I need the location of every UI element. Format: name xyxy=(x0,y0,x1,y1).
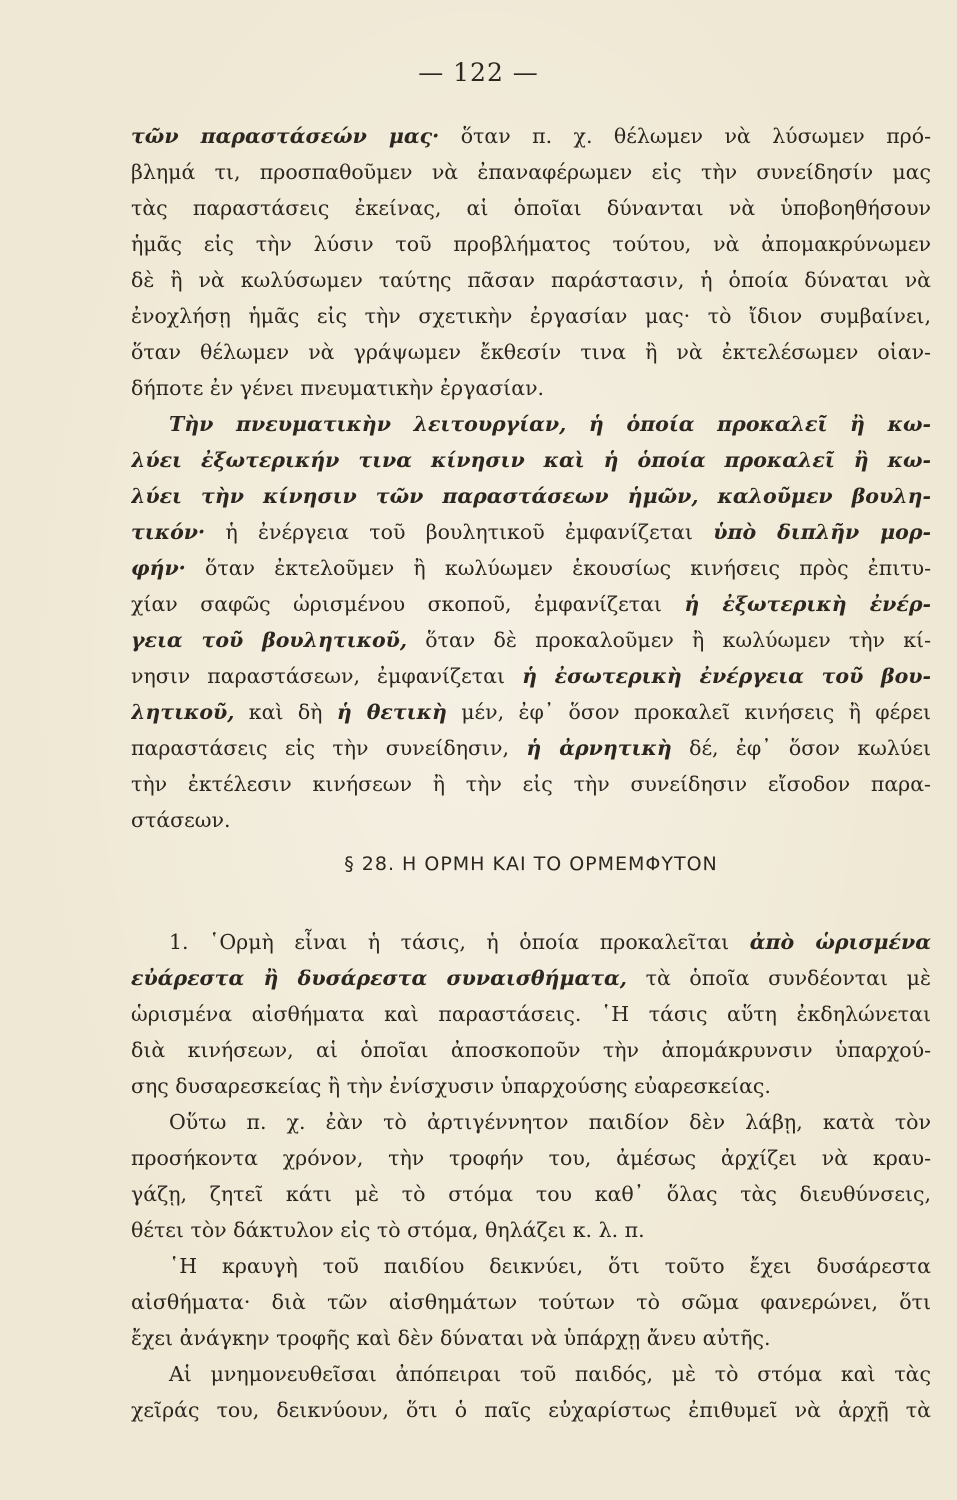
text-line xyxy=(131,694,931,730)
paragraph-block-b xyxy=(131,924,931,1428)
text-run: ὅταν δὲ προκαλοῦμεν ἢ κωλύωμεν τὴν κί- xyxy=(407,628,931,652)
emphasized-text: λητικοῦ, xyxy=(131,700,235,724)
text-line xyxy=(131,406,931,442)
text-run: τὴν ἐκτέλεσιν κινήσεων ἢ τὴν εἰς τὴν συνείδησιν εἴσοδον παρα- xyxy=(131,772,931,796)
text-line xyxy=(131,118,931,154)
emphasized-text: γεια τοῦ βουλητικοῦ, xyxy=(131,628,408,652)
text-run: Οὕτω π. χ. ἐὰν τὸ ἀρτιγέννητον παιδίον δὲν λάβῃ, κατὰ τὸν xyxy=(169,1110,931,1134)
text-line xyxy=(131,730,931,766)
emphasized-text: τῶν παραστάσεών μας· xyxy=(131,124,440,148)
text-run: νησιν παραστάσεων, ἐμφανίζεται xyxy=(131,664,523,688)
paragraph-block-a xyxy=(131,118,931,838)
text-run: Αἱ μνημονευθεῖσαι ἀπόπειραι τοῦ παιδός, μὲ τὸ στόμα καὶ τὰς xyxy=(169,1362,931,1386)
text-run: αἰσθήματα· διὰ τῶν αἰσθημάτων τούτων τὸ σῶμα φανερώνει, ὅτι xyxy=(131,1290,931,1314)
text-line xyxy=(131,960,931,996)
emphasized-text: φήν· xyxy=(131,556,186,580)
emphasized-text: εὐάρεστα ἢ δυσάρεστα συναισθήματα, xyxy=(131,966,627,990)
text-line xyxy=(131,1212,931,1248)
text-line xyxy=(131,226,931,262)
emphasized-text: ἡ ἐξωτερικὴ ἐνέρ- xyxy=(684,592,931,616)
text-line xyxy=(131,924,931,960)
text-run: στάσεων. xyxy=(131,808,231,832)
text-run: ὅταν θέλωμεν νὰ γράψωμεν ἔκθεσίν τινα ἢ νὰ ἐκτελέσωμεν οἱαν- xyxy=(131,340,931,364)
page-number: — 122 — xyxy=(418,58,539,87)
text-run: ὡρισμένα αἰσθήματα καὶ παραστάσεις. ῾Η τάσις αὕτη ἐκδηλώνεται xyxy=(131,1002,931,1026)
body-text xyxy=(131,118,931,1428)
text-run: ῾Η κραυγὴ τοῦ παιδίου δεικνύει, ὅτι τοῦτο ἔχει δυσάρεστα xyxy=(169,1254,931,1278)
text-line xyxy=(131,442,931,478)
text-line xyxy=(131,514,931,550)
text-run: ἡμᾶς εἰς τὴν λύσιν τοῦ προβλήματος τούτου, νὰ ἀπομακρύνωμεν xyxy=(131,232,931,256)
text-run: ὅταν π. χ. θέλωμεν νὰ λύσωμεν πρό- xyxy=(439,124,931,148)
text-run: τὰς παραστάσεις ἐκείνας, αἱ ὁποῖαι δύνανται νὰ ὑποβοηθήσουν xyxy=(131,196,931,220)
text-run: θέτει τὸν δάκτυλον εἰς τὸ στόμα, θηλάζει κ. λ. π. xyxy=(131,1218,645,1242)
emphasized-text: ἡ ἀρνητικὴ xyxy=(526,736,672,760)
text-line xyxy=(131,1032,931,1068)
text-run: γάζῃ, ζητεῖ κάτι μὲ τὸ στόμα του καθ᾽ ὅλας τὰς διευθύνσεις, xyxy=(131,1182,931,1206)
text-run: χεῖράς του, δεικνύουν, ὅτι ὁ παῖς εὐχαρίστως ἐπιθυμεῖ νὰ ἀρχῇ τὰ xyxy=(131,1398,931,1422)
text-run: καὶ δὴ xyxy=(234,700,337,724)
text-run: προσήκοντα χρόνον, τὴν τροφήν του, ἀμέσως ἀρχίζει νὰ κραυ- xyxy=(131,1146,931,1170)
text-line xyxy=(131,262,931,298)
emphasized-text: Τὴν πνευματικὴν λειτουργίαν, ἡ ὁποία προκαλεῖ ἢ κω- xyxy=(169,412,931,436)
text-run: τὰ ὁποῖα συνδέονται μὲ xyxy=(626,966,931,990)
emphasized-text: λύει ἐξωτερικήν τινα κίνησιν καὶ ἡ ὁποία προκαλεῖ ἢ κω- xyxy=(131,448,931,472)
text-line xyxy=(131,478,931,514)
text-line xyxy=(131,802,931,838)
text-line xyxy=(131,550,931,586)
section-heading: § 28. Η ΟΡΜΗ ΚΑΙ ΤΟ ΟΡΜΕΜΦΥΤΟΝ xyxy=(344,853,718,875)
text-line xyxy=(131,370,931,406)
text-line xyxy=(131,1068,931,1104)
text-run: ὅταν ἐκτελοῦμεν ἢ κωλύωμεν ἑκουσίως κινήσεις πρὸς ἐπιτυ- xyxy=(185,556,931,580)
emphasized-text: ἀπὸ ὡρισμένα xyxy=(749,930,931,954)
text-run: δήποτε ἐν γένει πνευματικὴν ἐργασίαν. xyxy=(131,376,545,400)
text-run: χίαν σαφῶς ὡρισμένου σκοποῦ, ἐμφανίζεται xyxy=(131,592,685,616)
emphasized-text: λύει τὴν κίνησιν τῶν παραστάσεων ἡμῶν, καλοῦμεν βουλη- xyxy=(131,484,931,508)
text-run: δὲ ἢ νὰ κωλύσωμεν ταύτης πᾶσαν παράστασιν, ἡ ὁποία δύναται νὰ xyxy=(131,268,931,292)
text-line xyxy=(131,154,931,190)
text-line xyxy=(131,1392,931,1428)
emphasized-text: ἡ θετικὴ xyxy=(336,700,447,724)
text-line xyxy=(131,298,931,334)
emphasized-text: τικόν· xyxy=(131,520,206,544)
text-run: 1. ῾Ορμὴ εἶναι ἡ τάσις, ἡ ὁποία προκαλεῖται xyxy=(169,930,750,954)
text-run: σης δυσαρεσκείας ἢ τὴν ἐνίσχυσιν ὑπαρχούσης εὐαρεσκείας. xyxy=(131,1074,771,1098)
text-line xyxy=(131,190,931,226)
text-line xyxy=(131,1284,931,1320)
text-line xyxy=(131,1176,931,1212)
text-line xyxy=(131,1320,931,1356)
emphasized-text: ἡ ἐσωτερικὴ ἐνέργεια τοῦ βου- xyxy=(522,664,931,688)
text-line xyxy=(131,1356,931,1392)
text-line xyxy=(131,1248,931,1284)
emphasized-text: ὑπὸ διπλῆν μορ- xyxy=(713,520,931,544)
text-line xyxy=(131,766,931,802)
text-line xyxy=(131,622,931,658)
text-line xyxy=(131,658,931,694)
text-line xyxy=(131,586,931,622)
text-run: μέν, ἐφ᾽ ὅσον προκαλεῖ κινήσεις ἢ φέρει xyxy=(446,700,931,724)
text-line xyxy=(131,334,931,370)
text-run: βλημά τι, προσπαθοῦμεν νὰ ἐπαναφέρωμεν εἰς τὴν συνείδησίν μας xyxy=(131,160,931,184)
text-line xyxy=(131,996,931,1032)
text-run: διὰ κινήσεων, αἱ ὁποῖαι ἀποσκοποῦν τὴν ἀπομάκρυνσιν ὑπαρχού- xyxy=(131,1038,931,1062)
text-line xyxy=(131,1140,931,1176)
text-line xyxy=(131,1104,931,1140)
text-run: παραστάσεις εἰς τὴν συνείδησιν, xyxy=(131,736,527,760)
text-run: δέ, ἐφ᾽ ὅσον κωλύει xyxy=(671,736,931,760)
text-run: ἔχει ἀνάγκην τροφῆς καὶ δὲν δύναται νὰ ὑπάρχῃ ἄνευ αὐτῆς. xyxy=(131,1326,771,1350)
text-run: ἐνοχλήσῃ ἡμᾶς εἰς τὴν σχετικὴν ἐργασίαν μας· τὸ ἴδιον συμβαίνει, xyxy=(131,304,931,328)
text-run: ἡ ἐνέργεια τοῦ βουλητικοῦ ἐμφανίζεται xyxy=(205,520,714,544)
